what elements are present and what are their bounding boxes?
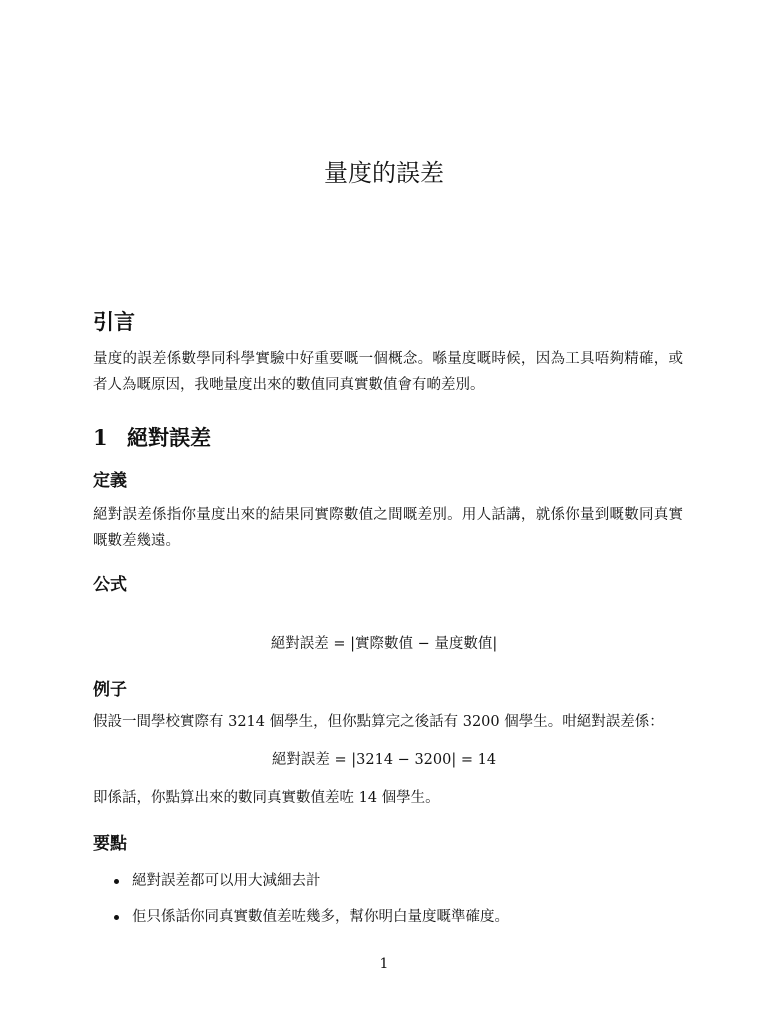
intro-heading: 引言: [93, 309, 135, 334]
section-number: 1: [93, 425, 108, 450]
list-item: [110, 869, 509, 893]
bullet-icon: [114, 879, 119, 884]
definition-paragraph: 絕對誤差係指你量度出來的結果同實際數值之間嘅差別。用人話講，就係你量到嘅數同真實嘅數差幾遠。: [93, 507, 683, 549]
example-conclusion: 即係話，你點算出來的數同真實數值差咗 14 個學生。: [93, 790, 440, 806]
example-equation: 絕對誤差 = |3214 − 3200| = 14: [271, 752, 497, 768]
list-item-text: 佢只係話你同真實數值差咗幾多，幫你明白量度嘅準確度。: [132, 909, 509, 925]
formula-heading: 公式: [93, 575, 127, 595]
document-title: 量度的誤差: [324, 159, 444, 187]
intro-paragraph: 量度的誤差係數學同科學實驗中好重要嘅一個概念。喺量度嘅時候，因為工具唔夠精確，或者人為嘅原因，我哋量度出來的數值同真實數值會有啲差別。: [93, 351, 683, 393]
section-title: 絕對誤差: [127, 425, 211, 450]
keypoints-heading: 要點: [93, 834, 127, 854]
definition-heading: 定義: [93, 471, 127, 491]
example-heading: 例子: [93, 680, 127, 700]
list-item: [110, 905, 509, 929]
bullet-icon: [114, 915, 119, 920]
keypoints-list: [110, 869, 509, 941]
section-1-heading: [93, 423, 211, 453]
example-paragraph: 假設一間學校實際有 3214 個學生，但你點算完之後話有 3200 個學生。咁絕對誤差係：: [93, 714, 664, 730]
list-item-text: 絕對誤差都可以用大減細去計: [132, 873, 321, 889]
formula-equation: 絕對誤差 = |實際數值 − 量度數值|: [270, 636, 498, 652]
page-number: 1: [379, 956, 389, 972]
